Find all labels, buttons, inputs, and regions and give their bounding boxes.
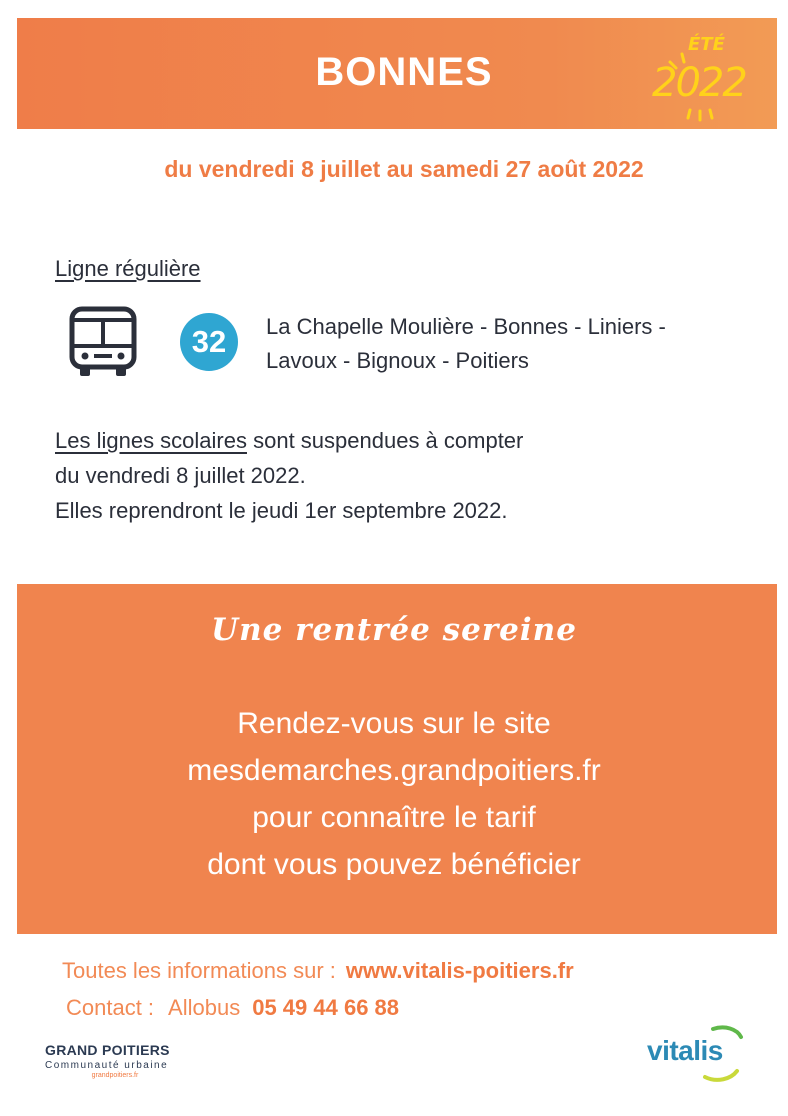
- grand-poitiers-logo: [45, 1042, 195, 1079]
- regular-line-heading: Ligne régulière: [55, 256, 201, 281]
- grand-poitiers-url: grandpoitiers.fr: [91, 1072, 139, 1079]
- promo-line-3: pour connaître le tarif: [252, 801, 536, 834]
- contact-phone[interactable]: 05 49 44 66 88: [252, 995, 400, 1020]
- school-lines-text: sont suspendues à compter: [246, 428, 524, 453]
- town-title: BONNES: [315, 50, 493, 94]
- line-number-badge: 32: [180, 313, 238, 371]
- promo-title: Une rentrée sereine: [211, 612, 577, 648]
- contact-label: Contact :: [66, 995, 155, 1020]
- grand-poitiers-name: GRAND POITIERS: [45, 1042, 170, 1058]
- contact-name: Allobus: [168, 995, 241, 1020]
- route-line-1: La Chapelle Moulière - Bonnes - Liniers -: [266, 314, 666, 339]
- school-lines-date: du vendredi 8 juillet 2022.: [55, 463, 306, 488]
- info-line: [62, 958, 574, 984]
- route-description: [266, 310, 736, 378]
- badge-season: ÉTÉ: [688, 34, 725, 55]
- school-lines-heading: Les lignes scolaires: [55, 428, 247, 453]
- grand-poitiers-subtitle: Communauté urbaine: [45, 1060, 169, 1071]
- promo-line-4: dont vous pouvez bénéficier: [207, 848, 581, 881]
- school-lines-resume: Elles reprendront le jeudi 1er septembre 2022.: [55, 498, 508, 523]
- info-label: Toutes les informations sur :: [62, 958, 336, 983]
- summer-2022-badge: [650, 30, 765, 125]
- website-link[interactable]: www.vitalis-poitiers.fr: [345, 958, 574, 983]
- promo-body: [0, 700, 788, 888]
- badge-year: 2022: [652, 60, 746, 106]
- promo-line-2: mesdemarches.grandpoitiers.fr: [187, 754, 601, 787]
- date-range: du vendredi 8 juillet au samedi 27 août 2022: [164, 156, 644, 182]
- vitalis-name: vitalis: [647, 1035, 723, 1066]
- vitalis-logo: [645, 1025, 755, 1085]
- bus-icon: [68, 306, 138, 378]
- contact-line: [66, 995, 399, 1021]
- promo-line-1: Rendez-vous sur le site: [237, 707, 551, 740]
- route-line-2: Lavoux - Bignoux - Poitiers: [266, 348, 529, 373]
- school-lines-notice: [55, 423, 755, 528]
